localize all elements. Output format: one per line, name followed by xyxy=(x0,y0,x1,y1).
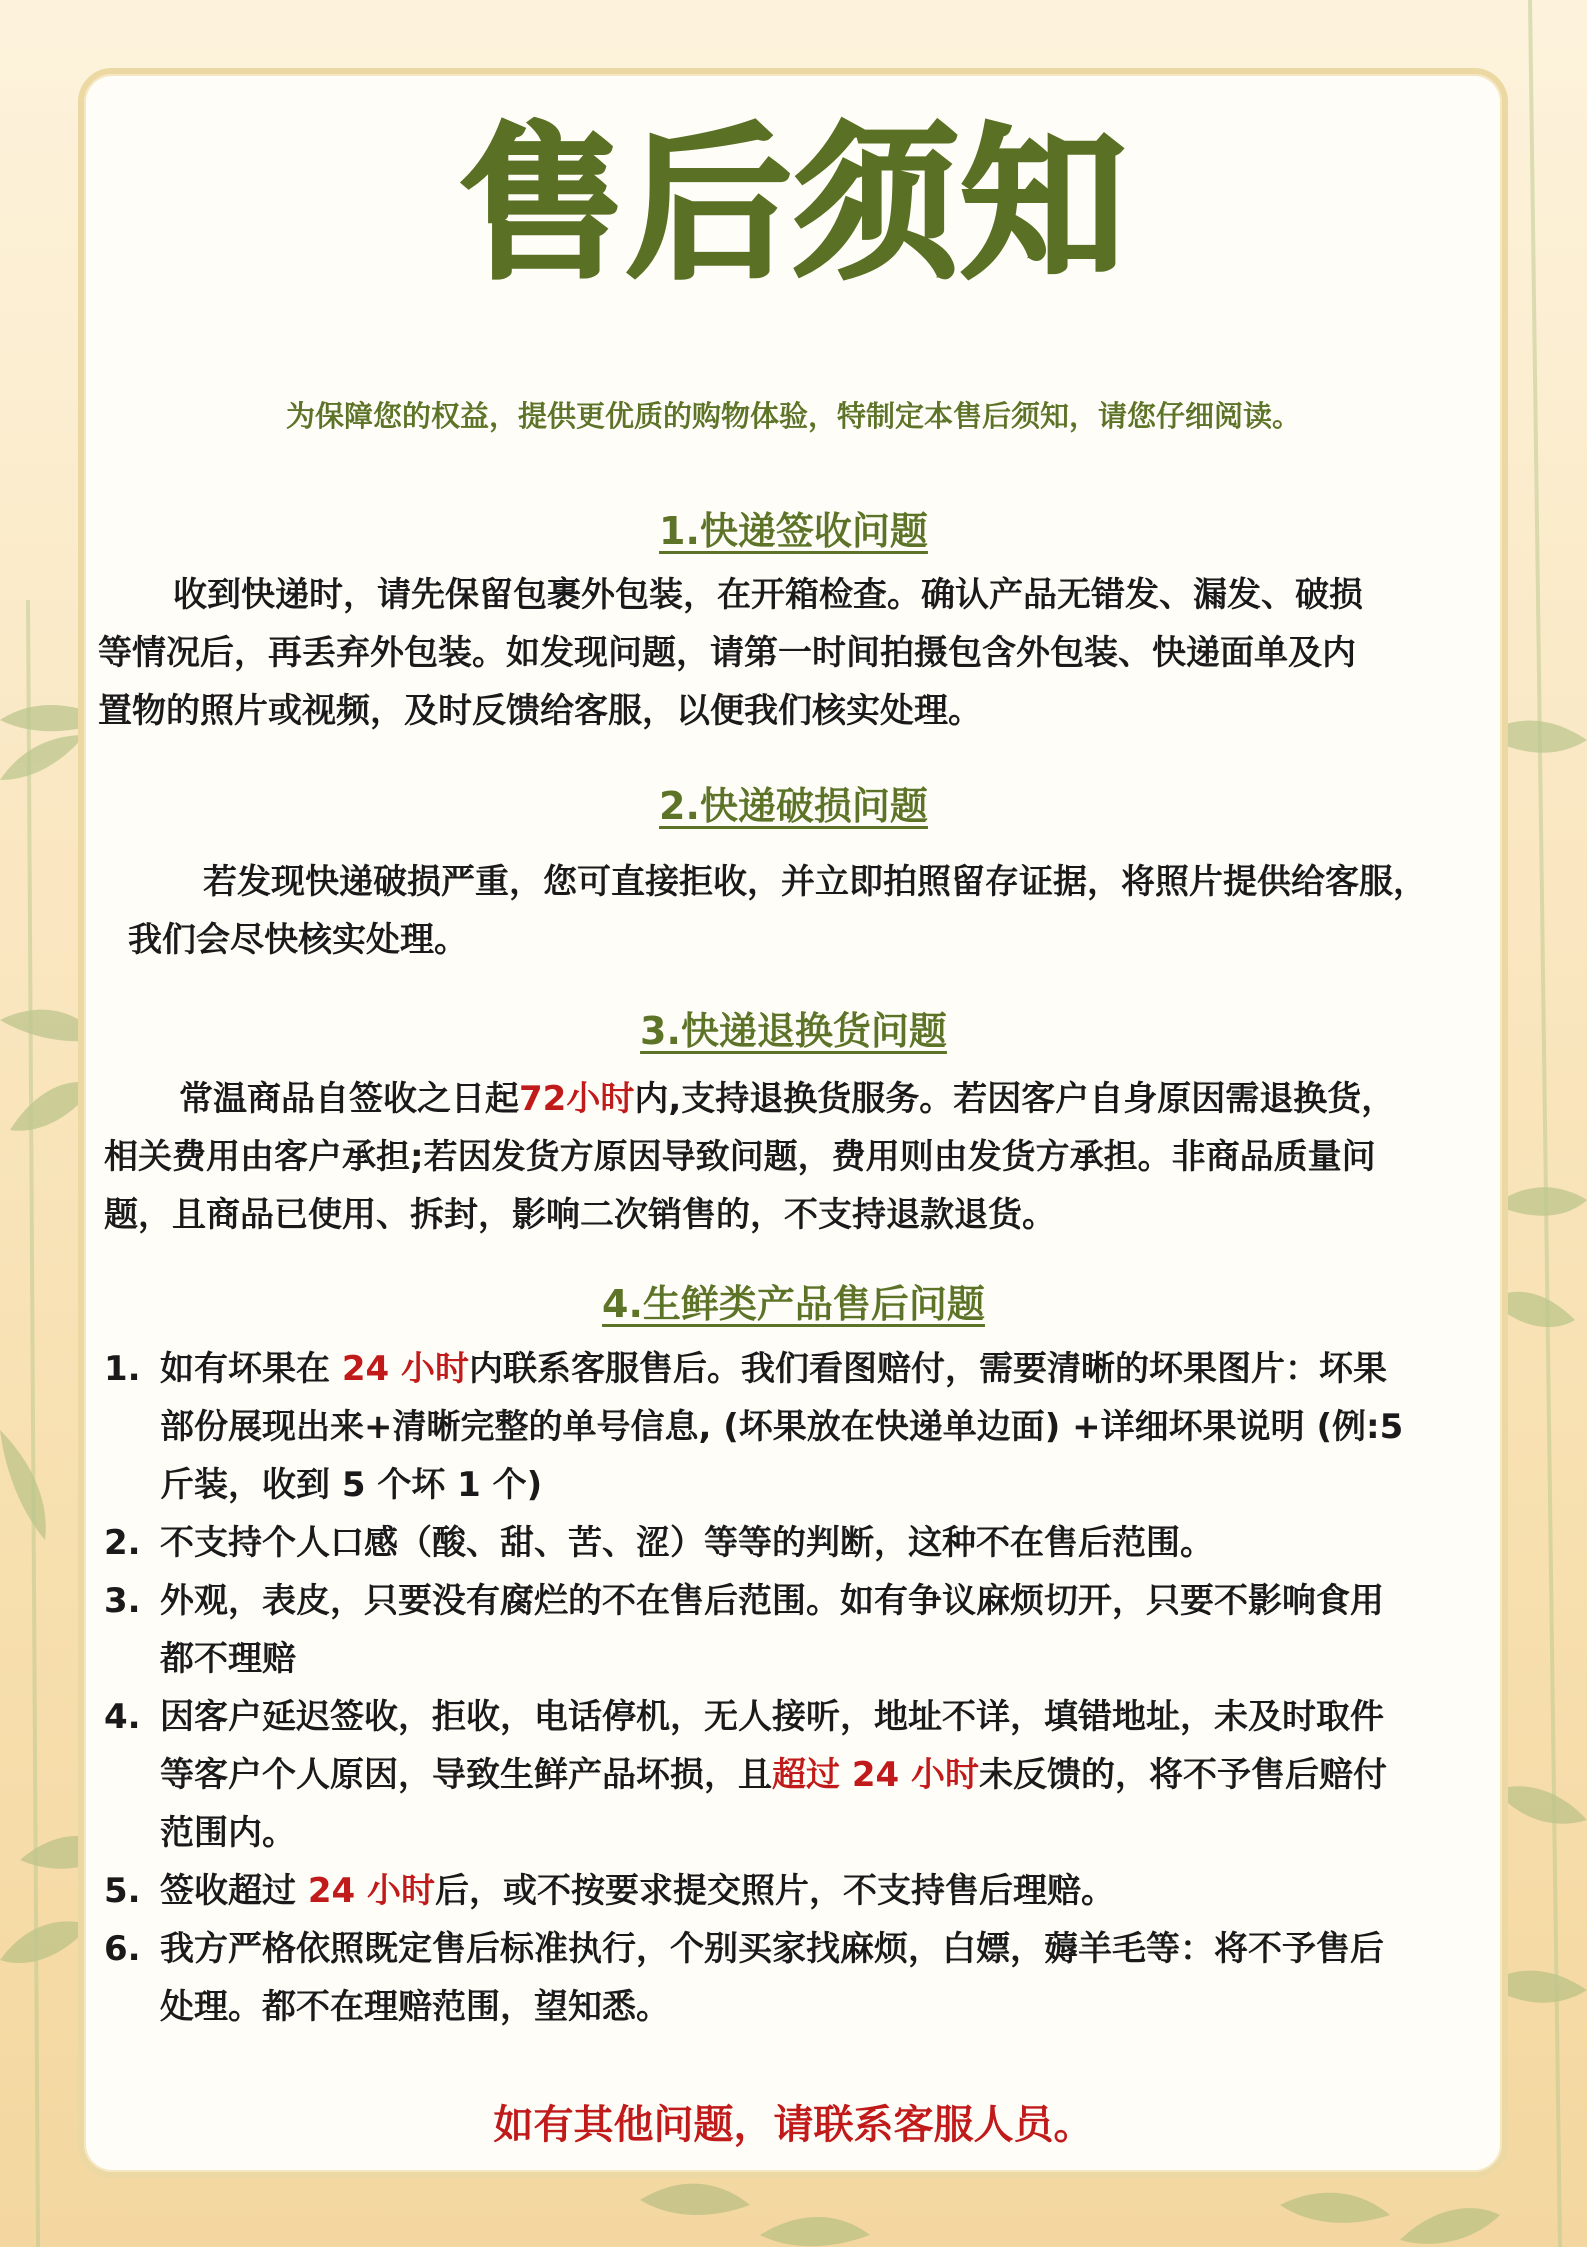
list-item: 2. 不支持个人口感（酸、甜、苦、涩）等等的判断，这种不在售后范围。 xyxy=(98,1514,1498,1572)
section3-line: 相关费用由客户承担;若因发货方原因导致问题，费用则由发货方承担。非商品质量问 xyxy=(104,1137,1376,1177)
highlight-72h: 72小时 xyxy=(519,1079,635,1119)
section4-heading xyxy=(0,1273,1587,1328)
section2-heading xyxy=(0,775,1587,830)
list-item: 4. 因客户延迟签收，拒收，电话停机，无人接听，地址不详，填错地址，未及时取件 等客户个人原因，导致生鲜产品坏损，且超过 24 小时未反馈的，将不予售后赔付 范围内。 xyxy=(98,1688,1498,1862)
list-item: 6. 我方严格依照既定售后标准执行，个别买家找麻烦，白嫖，薅羊毛等：将不予售后 处理。都不在理赔范围，望知悉。 xyxy=(98,1920,1498,2036)
bamboo-leaf-icon xyxy=(0,1430,46,1540)
bamboo-stem-icon xyxy=(1530,0,1560,2247)
highlight-24h: 24 小时 xyxy=(341,1349,469,1389)
highlight-24h: 24 小时 xyxy=(307,1871,435,1911)
bamboo-leaf-icon xyxy=(760,2217,870,2246)
section2-body xyxy=(128,853,1528,969)
section1-line: 置物的照片或视频，及时反馈给客服，以便我们核实处理。 xyxy=(98,691,982,731)
highlight-over-24h: 超过 24 小时 xyxy=(772,1755,979,1795)
list-item-number: 2. xyxy=(104,1523,141,1563)
section1-heading-text: 1.快递签收问题 xyxy=(659,509,928,553)
bamboo-leaf-icon xyxy=(1400,2208,1500,2244)
bamboo-leaf-icon xyxy=(1280,2193,1390,2223)
section3-line: 常温商品自签收之日起72小时内,支持退换货服务。若因客户自身原因需退换货， xyxy=(179,1079,1396,1119)
section1-line: 收到快递时，请先保留包裹外包装，在开箱检查。确认产品无错发、漏发、破损 xyxy=(173,575,1363,615)
section3-heading-text: 3.快递退换货问题 xyxy=(640,1009,947,1053)
bamboo-leaf-icon xyxy=(0,1921,90,1963)
list-item: 5. 签收超过 24 小时后，或不按要求提交照片，不支持售后理赔。 xyxy=(98,1862,1498,1920)
section4-heading-text: 4.生鲜类产品售后问题 xyxy=(602,1282,985,1326)
section1-body xyxy=(98,566,1518,740)
section3-heading xyxy=(0,1000,1587,1055)
list-item-number: 5. xyxy=(104,1871,141,1911)
list-item: 1. 如有坏果在 24 小时内联系客服售后。我们看图赔付，需要清晰的坏果图片：坏果 部份展现出来+清晰完整的单号信息, (坏果放在快递单边面) +详细坏果说明 (例:5 斤装，收到 5 个坏 1 个) xyxy=(98,1340,1498,1514)
bamboo-leaf-icon xyxy=(0,735,85,780)
list-item-number: 4. xyxy=(104,1697,141,1737)
bamboo-stem-icon xyxy=(28,600,38,2247)
section2-line: 若发现快递破损严重，您可直接拒收，并立即拍照留存证据，将照片提供给客服， xyxy=(203,862,1427,902)
list-item-number: 1. xyxy=(104,1349,141,1389)
section3-line: 题，且商品已使用、拆封，影响二次销售的，不支持退款退货。 xyxy=(104,1195,1056,1235)
subtitle: 为保障您的权益，提供更优质的购物体验，特制定本售后须知，请您仔细阅读。 xyxy=(285,399,1301,433)
page-title: 售后须知 xyxy=(459,109,1128,301)
section1-line: 等情况后，再丢弃外包装。如发现问题，请第一时间拍摄包含外包装、快递面单及内 xyxy=(98,633,1356,673)
section4-list xyxy=(98,1340,1498,2036)
list-item: 3. 外观，表皮，只要没有腐烂的不在售后范围。如有争议麻烦切开，只要不影响食用 都不理赔 xyxy=(98,1572,1498,1688)
section3-body xyxy=(104,1070,1524,1244)
bamboo-leaf-icon xyxy=(640,2184,750,2215)
section2-heading-text: 2.快递破损问题 xyxy=(659,784,928,828)
footer-contact-note: 如有其他问题，请联系客服人员。 xyxy=(493,2102,1094,2148)
list-item-number: 3. xyxy=(104,1581,141,1621)
bamboo-leaf-icon xyxy=(1495,1786,1587,1824)
section1-heading xyxy=(0,500,1587,555)
section2-line: 我们会尽快核实处理。 xyxy=(128,920,468,960)
list-item-number: 6. xyxy=(104,1929,141,1969)
